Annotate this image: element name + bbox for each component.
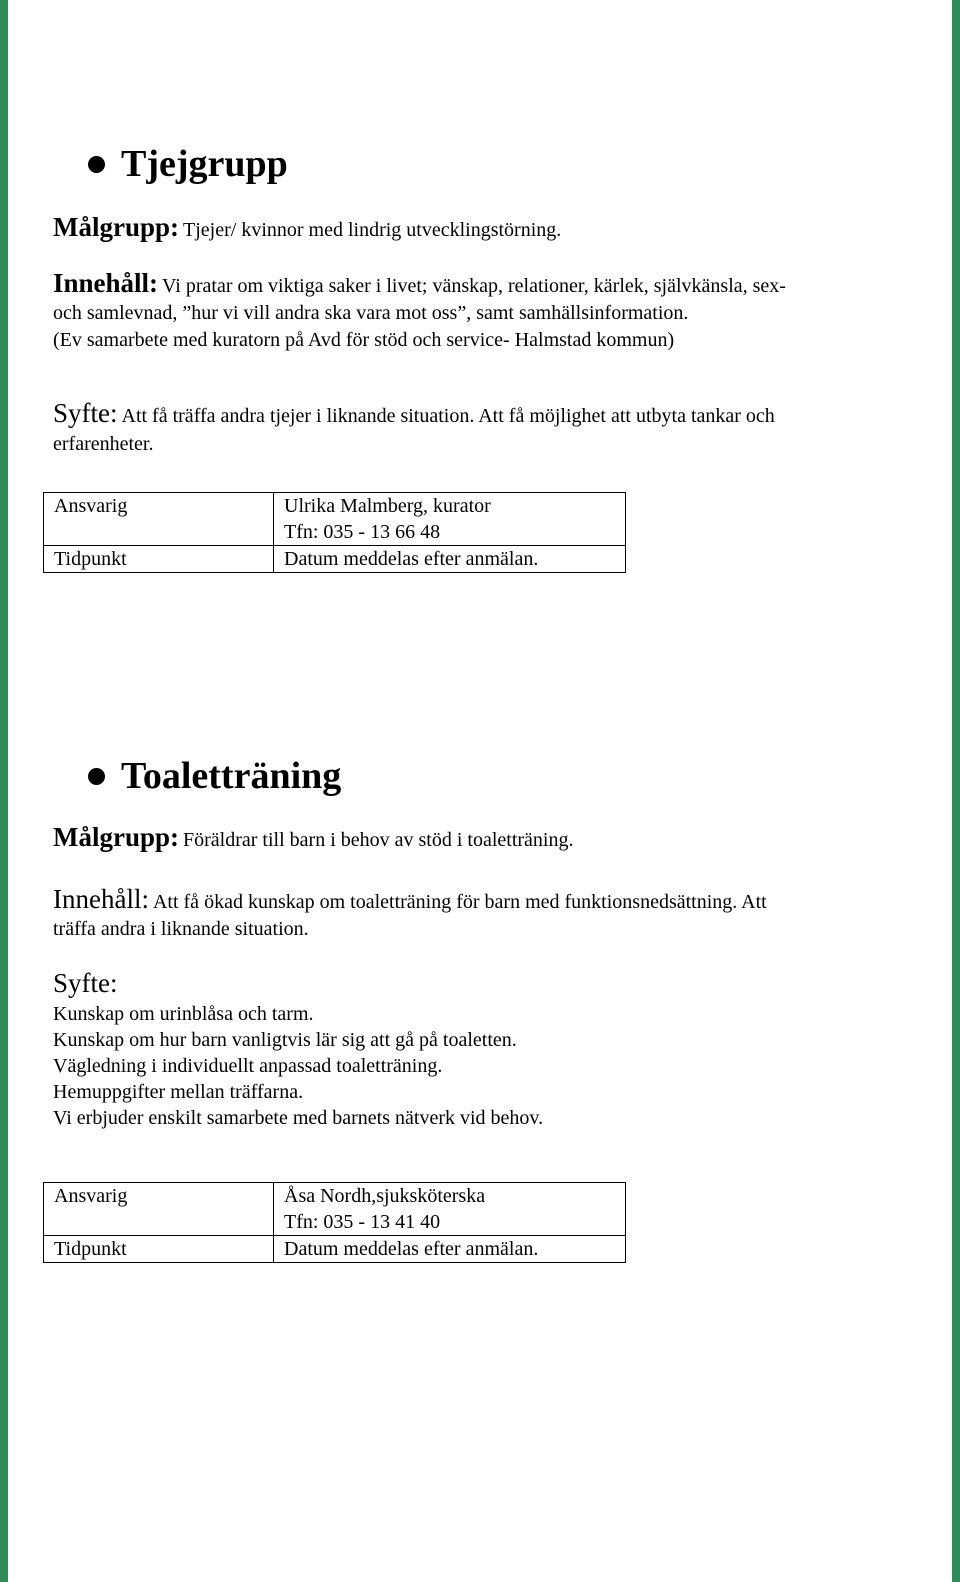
ansvarig-name: Ulrika Malmberg, kurator	[284, 495, 491, 517]
malgrupp-text: Föräldrar till barn i behov av stöd i toaletträning.	[183, 829, 574, 851]
table-row	[44, 493, 626, 546]
innehall-row	[53, 268, 786, 299]
malgrupp-row	[53, 212, 561, 243]
ansvarig-phone: Tfn: 035 - 13 41 40	[284, 1211, 441, 1233]
tidpunkt-label: Tidpunkt	[44, 546, 274, 573]
list-item: Vägledning i individuellt anpassad toaletträning.	[53, 1055, 443, 1077]
page-edge-right	[952, 0, 960, 1582]
list-item: Hemuppgifter mellan träffarna.	[53, 1081, 304, 1103]
innehall-text: Vi pratar om viktiga saker i livet; vänskap, relationer, kärlek, självkänsla, sex-	[162, 275, 786, 297]
list-item: Kunskap om urinblåsa och tarm.	[53, 1003, 314, 1025]
syfte-text: Att få träffa andra tjejer i liknande situation. Att få möjlighet att utbyta tankar och	[121, 405, 775, 427]
malgrupp-text: Tjejer/ kvinnor med lindrig utvecklingstörning.	[183, 219, 562, 241]
ansvarig-name: Åsa Nordh,sjuksköterska	[284, 1185, 486, 1207]
table-row	[44, 1183, 626, 1236]
malgrupp-label: Målgrupp:	[53, 822, 180, 852]
innehall-text: Att få ökad kunskap om toaletträning för barn med funktionsnedsättning. Att	[152, 891, 767, 913]
tidpunkt-label: Tidpunkt	[44, 1236, 274, 1263]
list-item: Kunskap om hur barn vanligtvis lär sig att gå på toaletten.	[53, 1029, 517, 1051]
syfte-label: Syfte:	[53, 398, 118, 428]
section-title-toaletttraning: Toaletträning	[121, 755, 342, 797]
ansvarig-label: Ansvarig	[44, 1183, 274, 1236]
ansvarig-phone: Tfn: 035 - 13 66 48	[284, 521, 441, 543]
innehall-line: träffa andra i liknande situation.	[53, 918, 309, 940]
table-row	[44, 546, 626, 573]
malgrupp-label: Målgrupp:	[53, 212, 180, 242]
tidpunkt-value: Datum meddelas efter anmälan.	[274, 546, 626, 573]
list-item: Vi erbjuder enskilt samarbete med barnets nätverk vid behov.	[53, 1107, 544, 1129]
syfte-row	[53, 398, 775, 429]
syfte-label: Syfte:	[53, 968, 118, 998]
innehall-line: (Ev samarbete med kuratorn på Avd för stöd och service- Halmstad kommun)	[53, 329, 675, 351]
ansvarig-label: Ansvarig	[44, 493, 274, 546]
innehall-row	[53, 884, 767, 915]
ansvarig-value	[274, 1183, 626, 1236]
info-table-tjejgrupp	[43, 492, 626, 573]
bullet-icon	[88, 156, 105, 173]
innehall-label: Innehåll:	[53, 884, 149, 914]
section-title-tjejgrupp: Tjejgrupp	[121, 143, 288, 185]
syfte-list	[53, 1001, 543, 1131]
malgrupp-row	[53, 822, 573, 853]
table-row	[44, 1236, 626, 1263]
syfte-line: erfarenheter.	[53, 433, 154, 455]
innehall-label: Innehåll:	[53, 268, 159, 298]
bullet-icon	[88, 768, 105, 785]
info-table-toaletttraning	[43, 1182, 626, 1263]
ansvarig-value	[274, 493, 626, 546]
tidpunkt-value: Datum meddelas efter anmälan.	[274, 1236, 626, 1263]
innehall-line: och samlevnad, ”hur vi vill andra ska vara mot oss”, samt samhällsinformation.	[53, 302, 689, 324]
page-edge-left	[0, 0, 8, 1582]
